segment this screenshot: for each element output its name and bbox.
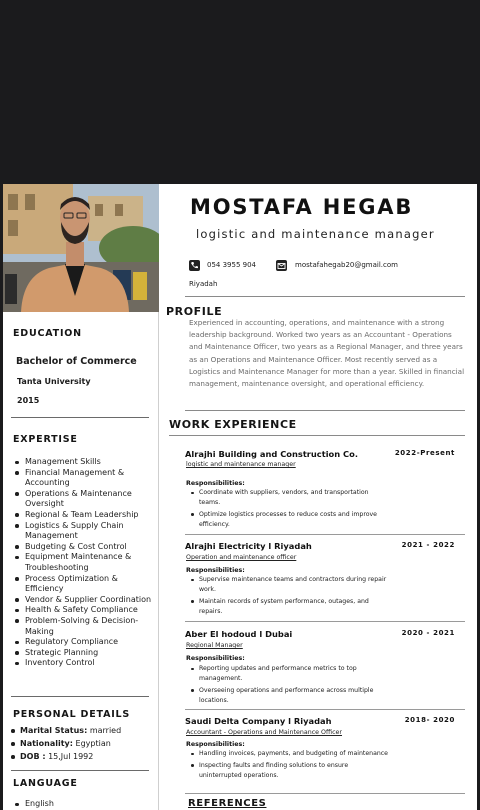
list-item: Budgeting & Cost Control: [25, 542, 157, 553]
list-item: [20, 750, 121, 763]
list-item: Operations & Maintenance Oversight: [25, 489, 157, 510]
list-item: [20, 737, 121, 750]
list-item: Logistics & Supply Chain Management: [25, 521, 157, 542]
job-responsibilities-label: Responsibilities:: [186, 655, 245, 662]
list-item: Overseeing operations and performance across multiple locations.: [199, 686, 389, 706]
language-heading: LANGUAGE: [13, 778, 78, 789]
list-item: Health & Safety Compliance: [25, 605, 157, 616]
list-item: Regional & Team Leadership: [25, 510, 157, 521]
phone-number: 054 3955 904: [207, 261, 256, 269]
list-item: Problem-Solving & Decision-Making: [25, 616, 157, 637]
list-item: Supervise maintenance teams and contractors during repair work.: [199, 575, 389, 595]
education-degree: Bachelor of Commerce: [16, 356, 137, 367]
divider: [185, 296, 465, 297]
list-item: Inventory Control: [25, 658, 157, 669]
job-responsibilities-list: [199, 664, 389, 708]
references-heading: REFERENCES: [188, 798, 267, 809]
divider: [185, 793, 465, 794]
candidate-title: logistic and maintenance manager: [196, 227, 435, 241]
phone-icon: [189, 260, 200, 271]
divider: [185, 534, 465, 535]
profile-heading: PROFILE: [166, 305, 223, 318]
job-company: Alrajhi Building and Construction Co.: [185, 449, 358, 459]
resume-page: [3, 184, 477, 810]
job-responsibilities-list: [199, 575, 389, 619]
job-date: 2021 - 2022: [401, 541, 455, 549]
profile-photo: [3, 184, 159, 312]
location: Riyadah: [189, 280, 218, 288]
work-experience-heading: WORK EXPERIENCE: [169, 418, 297, 431]
list-item: Handling invoices, payments, and budgeting of maintenance: [199, 749, 389, 759]
divider: [185, 410, 465, 411]
language-list: [25, 799, 54, 808]
dark-top-band: [0, 0, 480, 184]
divider: [11, 417, 149, 418]
candidate-name: MOSTAFA HEGAB: [190, 195, 414, 219]
list-item: Regulatory Compliance: [25, 637, 157, 648]
list-item: Coordinate with suppliers, vendors, and transportation teams.: [199, 488, 389, 508]
job-company: Saudi Delta Company l Riyadah: [185, 716, 332, 726]
expertise-heading: EXPERTISE: [13, 434, 78, 445]
divider: [11, 770, 149, 771]
job-responsibilities-list: [199, 488, 389, 532]
dob-label: DOB :: [20, 752, 46, 761]
divider: [11, 696, 149, 697]
job-responsibilities-label: Responsibilities:: [186, 567, 245, 574]
job-date: 2022-Present: [394, 449, 455, 457]
email-icon: [276, 260, 287, 271]
job-company: Aber El hodoud l Dubai: [185, 629, 293, 639]
job-responsibilities-list: [199, 749, 389, 783]
education-year: 2015: [17, 396, 40, 405]
divider: [169, 435, 465, 436]
job-role: Regional Manager: [186, 642, 243, 649]
dob-value: 15,Jul 1992: [48, 752, 94, 761]
nationality-value: Egyptian: [75, 739, 111, 748]
list-item: Reporting updates and performance metrics to top management.: [199, 664, 389, 684]
job-date: 2018- 2020: [404, 716, 455, 724]
list-item: Financial Management & Accounting: [25, 468, 157, 489]
job-role: Accountant - Operations and Maintenance Officer: [186, 729, 343, 736]
marital-status-value: married: [89, 726, 122, 735]
job-responsibilities-label: Responsibilities:: [186, 480, 245, 487]
list-item: Maintain records of system performance, outages, and repairs.: [199, 597, 389, 617]
list-item: Inspecting faults and finding solutions to ensure uninterrupted operations.: [199, 761, 389, 781]
list-item: [20, 724, 121, 737]
list-item: Process Optimization & Efficiency: [25, 574, 157, 595]
job-role: Operation and maintenance officer: [186, 554, 297, 561]
divider: [185, 621, 465, 622]
job-role: logistic and maintenance manager: [186, 461, 296, 468]
marital-status-label: Marital Status:: [20, 726, 88, 735]
job-responsibilities-label: Responsibilities:: [186, 741, 245, 748]
education-heading: EDUCATION: [13, 328, 82, 339]
list-item: English: [25, 799, 54, 808]
divider: [185, 709, 465, 710]
nationality-label: Nationality:: [20, 739, 73, 748]
list-item: Vendor & Supplier Coordination: [25, 595, 157, 606]
job-company: Alrajhi Electricity l Riyadah: [185, 541, 312, 551]
expertise-list: [25, 457, 157, 669]
email-address: mostafahegab20@gmail.com: [295, 261, 398, 269]
personal-details-list: [20, 724, 121, 763]
list-item: Equipment Maintenance & Troubleshooting: [25, 552, 157, 573]
personal-details-heading: PERSONAL DETAILS: [13, 709, 131, 720]
list-item: Strategic Planning: [25, 648, 157, 659]
job-date: 2020 - 2021: [401, 629, 455, 637]
profile-summary: Experienced in accounting, operations, and maintenance with a strong leadership background. Worked two years as an Accountant - Operations and Maintenance Officer, two years as a Regional Manager, and three years as an Operations and Maintenance Officer. Most recently served as a Logistics and Maintenance Manager for more than a year. Skilled in financial management, maintenance oversight, and operational efficiency.: [189, 318, 465, 389]
education-school: Tanta University: [17, 377, 91, 386]
list-item: Management Skills: [25, 457, 157, 468]
left-column: [3, 184, 159, 810]
list-item: Optimize logistics processes to reduce costs and improve efficiency.: [199, 510, 389, 530]
